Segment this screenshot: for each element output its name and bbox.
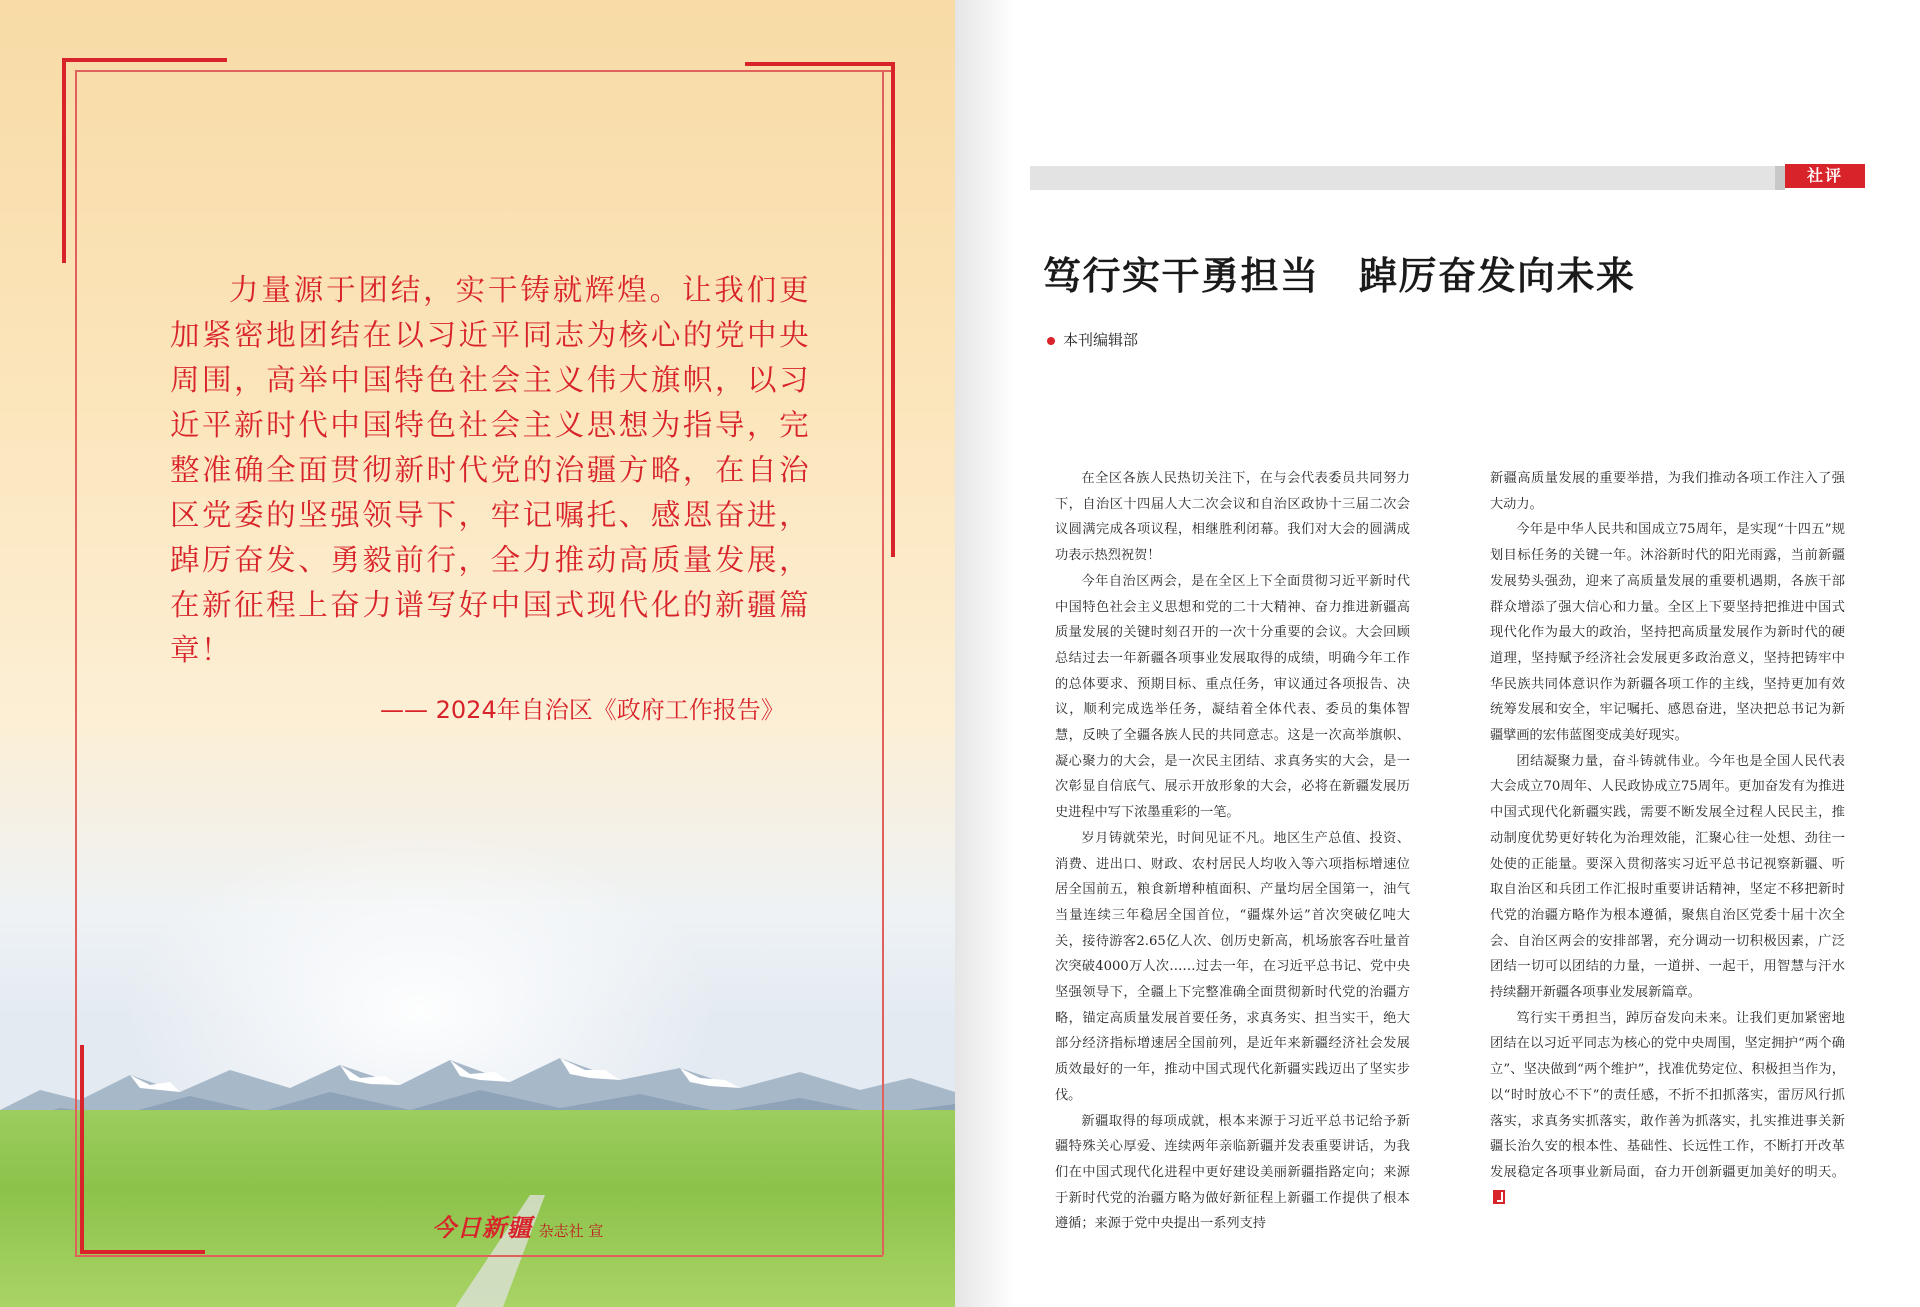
frame-corner-bottom-left-horizontal bbox=[80, 1250, 205, 1254]
bullet-dot-icon bbox=[1047, 337, 1055, 345]
paragraph: 新疆取得的每项成就，根本来源于习近平总书记给予新疆特殊关心厚爱、连续两年亲临新疆并发表重要讲话，为我们在中国式现代化进程中更好建设美丽新疆指路定向；来源于新时代党的治疆方略为做好新征程上新疆工作提供了根本遵循；来源于党中央提出一系列支持 bbox=[1055, 1113, 1410, 1232]
byline bbox=[1047, 329, 1138, 350]
article-column-right bbox=[1490, 466, 1845, 1211]
frame-corner-bottom-left-vertical bbox=[80, 1045, 84, 1250]
frame-corner-top-right-vertical bbox=[891, 62, 895, 557]
poster-page bbox=[0, 0, 955, 1307]
publisher-credit-text: 杂志社 宣 bbox=[538, 1222, 604, 1240]
header-bar bbox=[1030, 166, 1775, 190]
frame-corner-top-left-vertical bbox=[62, 58, 66, 263]
quote-source: —— 2024年自治区《政府工作报告》 bbox=[380, 696, 785, 724]
column-tag: 社评 bbox=[1785, 164, 1865, 188]
paragraph: 团结凝聚力量，奋斗铸就伟业。今年也是全国人民代表大会成立70周年、人民政协成立75周年。更加奋发有为推进中国式现代化新疆实践，需要不断发展全过程人民民主，推动制度优势更好转化为治理效能，汇聚心往一处想、劲往一处使的正能量。要深入贯彻落实习近平总书记视察新疆、听取自治区和兵团工作汇报时重要讲话精神，坚定不移把新时代党的治疆方略作为根本遵循，聚焦自治区党委十届十次全会、自治区两会的安排部署，充分调动一切积极因素，广泛团结一切可以团结的力量，一道拼、一起干，用智慧与汗水持续翻开新疆各项事业发展新篇章。 bbox=[1490, 753, 1845, 1001]
publisher-credit bbox=[432, 1208, 603, 1243]
paragraph: 今年自治区两会，是在全区上下全面贯彻习近平新时代中国特色社会主义思想和党的二十大精神、奋力推进新疆高质量发展的关键时刻召开的一次十分重要的会议。大会回顾总结过去一年新疆各项事业发展取得的成绩，明确今年工作的总体要求、预期目标、重点任务，审议通过各项报告、决议，顺利完成选举任务，凝结着全体代表、委员的集体智慧，反映了全疆各族人民的共同意志。这是一次高举旗帜、凝心聚力的大会，是一次民主团结、求真务实的大会，是一次彰显自信底气、展示开放形象的大会，必将在新疆发展历史进程中写下浓墨重彩的一笔。 bbox=[1055, 573, 1410, 821]
article-title: 笃行实干勇担当 踔厉奋发向未来 bbox=[1043, 254, 1636, 298]
paragraph-last bbox=[1490, 1006, 1845, 1212]
header-bar-end bbox=[1775, 166, 1785, 190]
article-end-icon bbox=[1493, 1190, 1505, 1204]
publisher-magazine-logo: 今日新疆 bbox=[432, 1214, 532, 1242]
paragraph: 今年是中华人民共和国成立75周年，是实现“十四五”规划目标任务的关键一年。沐浴新时代的阳光雨露，当前新疆发展势头强劲，迎来了高质量发展的重要机遇期，各族干部群众增添了强大信心和力量。全区上下要坚持把推进中国式现代化作为最大的政治，坚持把高质量发展作为新时代的硬道理，坚持赋予经济社会发展更多政治意义，坚持把铸牢中华民族共同体意识作为新疆各项工作的主线，坚持更加有效统筹发展和安全，牢记嘱托、感恩奋进，坚决把总书记为新疆擘画的宏伟蓝图变成美好现实。 bbox=[1490, 522, 1845, 744]
frame-inner-right-line bbox=[882, 70, 884, 1255]
frame-inner-left-line bbox=[75, 70, 77, 1255]
frame-corner-top-left-horizontal bbox=[62, 58, 227, 62]
paragraph-text: 笃行实干勇担当，踔厉奋发向未来。让我们更加紧密地团结在以习近平同志为核心的党中央周围，坚定拥护“两个确立”、坚决做到“两个维护”，找准优势定位、积极担当作为，以“时时放心不下”的责任感，不折不扣抓落实，雷厉风行抓落实，求真务实抓落实，敢作善为抓落实，扎实推进事关新疆长治久安的根本性、基础性、长远性工作，不断打开改革发展稳定各项事业新局面，奋力开创新疆更加美好的明天。 bbox=[1490, 1010, 1845, 1180]
article-page bbox=[955, 0, 1920, 1307]
paragraph: 在全区各族人民热切关注下，在与会代表委员共同努力下，自治区十四届人大二次会议和自治区政协十三届二次会议圆满完成各项议程，相继胜利闭幕。我们对大会的圆满成功表示热烈祝贺！ bbox=[1055, 471, 1410, 564]
article-column-left bbox=[1055, 466, 1410, 1237]
paragraph: 新疆高质量发展的重要举措，为我们推动各项工作注入了强大动力。 bbox=[1490, 471, 1845, 512]
frame-inner-top-line bbox=[75, 70, 895, 72]
paragraph: 岁月铸就荣光，时间见证不凡。地区生产总值、投资、消费、进出口、财政、农村居民人均收入等六项指标增速位居全国前五，粮食新增种植面积、产量均居全国第一，油气当量连续三年稳居全国首位，“疆煤外运”首次突破亿吨大关，接待游客2.65亿人次、创历史新高，机场旅客吞吐量首次突破4000万人次……过去一年，在习近平总书记、党中央坚强领导下，全疆上下完整准确全面贯彻新时代党的治疆方略，锚定高质量发展首要任务，求真务实、担当实干，绝大部分经济指标增速居全国前列，是近年来新疆经济社会发展质效最好的一年，推动中国式现代化新疆实践迈出了坚实步伐。 bbox=[1055, 830, 1410, 1103]
frame-inner-bottom-line bbox=[75, 1255, 883, 1257]
quote-text: 力量源于团结，实干铸就辉煌。让我们更加紧密地团结在以习近平同志为核心的党中央周围，高举中国特色社会主义伟大旗帜，以习近平新时代中国特色社会主义思想为指导，完整准确全面贯彻新时代党的治疆方略，在自治区党委的坚强领导下，牢记嘱托、感恩奋进，踔厉奋发、勇毅前行，全力推动高质量发展，在新征程上奋力谱写好中国式现代化的新疆篇章！ bbox=[170, 273, 810, 667]
byline-text: 本刊编辑部 bbox=[1063, 331, 1139, 349]
page-fold-shadow bbox=[955, 0, 1015, 1307]
quote-block bbox=[170, 268, 810, 673]
frame-corner-top-right-horizontal bbox=[745, 62, 895, 66]
